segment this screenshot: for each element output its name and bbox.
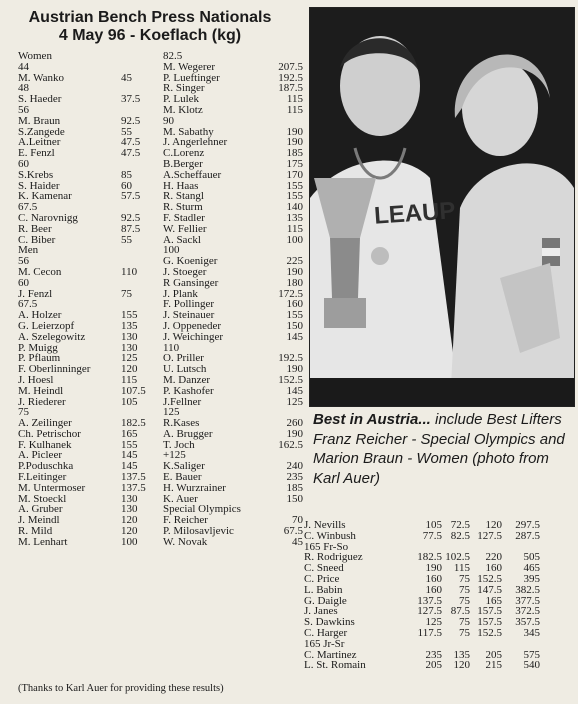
result-row <box>163 224 305 235</box>
lifter-name: L. Babin <box>304 583 343 596</box>
table-row <box>304 628 578 639</box>
athlete-name: Men <box>18 244 39 257</box>
athlete-name: J. Hoesl <box>18 373 54 386</box>
table-row <box>304 585 578 596</box>
lift-cell: 102.5 <box>445 551 470 564</box>
shirt-lettering: LEAUP <box>373 197 457 230</box>
athlete-name: A. Picleer <box>18 449 62 462</box>
result-row <box>18 116 160 127</box>
athlete-name: S.Zangede <box>18 125 65 138</box>
athlete-name: J. Plank <box>163 287 198 300</box>
athletes-photo <box>309 7 575 407</box>
athlete-name: M. Cecon <box>18 265 62 278</box>
athlete-name: P. Pflaum <box>18 352 61 365</box>
athlete-name: 44 <box>18 60 29 73</box>
lift-value: 130 <box>121 503 138 516</box>
athlete-name: Ch. Petrischor <box>18 427 81 440</box>
athlete-name: A. Szelegowitz <box>18 330 86 343</box>
lift-value: 120 <box>121 525 138 538</box>
lift-cell: 182.5 <box>417 551 442 564</box>
athlete-name: M. Wegerer <box>163 60 216 73</box>
athlete-name: A. Gruber <box>18 503 63 516</box>
lift-value: 150 <box>286 319 303 332</box>
athlete-name: H. Haas <box>163 179 199 192</box>
athlete-name: A.Scheffauer <box>163 168 222 181</box>
lift-value: 172.5 <box>278 287 303 300</box>
lift-cell: 147.5 <box>477 583 502 596</box>
result-row <box>18 278 160 289</box>
lift-cell: 75 <box>459 594 470 607</box>
lift-cell: 127.5 <box>477 529 502 542</box>
lift-value: 190 <box>286 125 303 138</box>
lifter-name: C. Winbush <box>304 529 356 542</box>
athlete-name: M. Heindl <box>18 384 64 397</box>
athlete-name: K. Kamenar <box>18 190 72 203</box>
lift-value: 60 <box>121 179 132 192</box>
lift-value: 175 <box>286 157 303 170</box>
lift-value: 190 <box>286 427 303 440</box>
lift-value: 155 <box>286 309 303 322</box>
women-and-light-men-results <box>18 51 160 548</box>
lifter-name: S. Dawkins <box>304 616 355 629</box>
athlete-name: 60 <box>18 157 29 170</box>
lifter-name: C. Martinez <box>304 648 357 661</box>
lift-cell: 75 <box>459 626 470 639</box>
lift-value: 235 <box>286 471 303 484</box>
athlete-name: R. Singer <box>163 82 205 95</box>
lift-value: 155 <box>286 190 303 203</box>
lift-value: 70 <box>292 514 303 527</box>
athlete-name: E. Fenzl <box>18 147 55 160</box>
athlete-name: G. Leierzopf <box>18 319 75 332</box>
lift-cell: 357.5 <box>515 616 540 629</box>
lift-value: 107.5 <box>121 384 146 397</box>
athlete-name: R. Beer <box>18 222 52 235</box>
athlete-name: F. Pollinger <box>163 298 215 311</box>
result-row <box>163 170 305 181</box>
athlete-name: E. Bauer <box>163 471 202 484</box>
lift-cell: 160 <box>425 572 442 585</box>
lift-value: 92.5 <box>121 211 141 224</box>
lift-value: 100 <box>121 535 138 548</box>
result-row <box>18 386 160 397</box>
result-row <box>18 397 160 408</box>
table-row <box>304 660 578 671</box>
lifter-name: 165 Jr-Sr <box>304 637 345 650</box>
athlete-name: 82.5 <box>163 50 183 62</box>
athlete-name: A. Zeilinger <box>18 417 72 430</box>
caption-bold: Best in Austria... <box>313 411 431 428</box>
result-row <box>18 245 160 256</box>
athlete-name: M. Braun <box>18 114 61 127</box>
result-row <box>163 397 305 408</box>
athlete-name: J. Weichinger <box>163 330 224 343</box>
athlete-name: F. Reicher <box>163 514 208 527</box>
athlete-name: 90 <box>163 114 174 127</box>
lift-value: 135 <box>286 211 303 224</box>
lift-value: 105 <box>121 395 138 408</box>
athlete-name: 75 <box>18 406 29 419</box>
athlete-name: C. Narovnigg <box>18 211 78 224</box>
lift-cell: 152.5 <box>477 572 502 585</box>
lift-cell: 505 <box>523 551 540 564</box>
lift-value: 190 <box>286 136 303 149</box>
result-row <box>18 170 160 181</box>
lift-value: 145 <box>286 384 303 397</box>
athlete-name: B.Berger <box>163 157 203 170</box>
result-row <box>163 62 305 73</box>
lift-value: 162.5 <box>278 438 303 451</box>
athlete-name: Women <box>18 50 52 62</box>
lift-value: 75 <box>121 287 132 300</box>
result-row <box>18 148 160 159</box>
result-row <box>163 332 305 343</box>
result-row <box>18 235 160 246</box>
lift-cell: 205 <box>485 648 502 661</box>
lift-cell: 82.5 <box>450 529 470 542</box>
lift-value: 137.5 <box>121 481 146 494</box>
lift-value: 115 <box>286 222 303 235</box>
athlete-name: H. Wurzrainer <box>163 481 226 494</box>
result-row <box>18 191 160 202</box>
lift-cell: 395 <box>523 572 540 585</box>
lift-cell: 220 <box>485 551 502 564</box>
lift-value: 190 <box>286 363 303 376</box>
athlete-name: J. Fenzl <box>18 287 53 300</box>
lift-cell: 235 <box>425 648 442 661</box>
lift-cell: 87.5 <box>450 605 470 618</box>
us-results-table <box>304 520 578 671</box>
lift-value: 145 <box>121 460 138 473</box>
lift-cell: 575 <box>523 648 540 661</box>
athlete-name: J. Riederer <box>18 395 66 408</box>
result-row <box>18 73 160 84</box>
athlete-name: W. Fellier <box>163 222 207 235</box>
lift-cell: 382.5 <box>515 583 540 596</box>
lifter-name: 165 Fr-So <box>304 540 349 553</box>
athlete-name: K.Saliger <box>163 460 205 473</box>
page-title-line2: 4 May 96 - Koeflach (kg) <box>58 27 242 44</box>
table-row <box>304 531 578 542</box>
lift-value: 47.5 <box>121 136 141 149</box>
lift-value: 45 <box>121 71 132 84</box>
athlete-name: M. Sabathy <box>163 125 214 138</box>
athlete-name: C.Lorenz <box>163 147 205 160</box>
athlete-name: M. Wanko <box>18 71 64 84</box>
athlete-name: S.Krebs <box>18 168 54 181</box>
athlete-name: P. Lueftinger <box>163 71 220 84</box>
athlete-name: J. Angerlehner <box>163 136 228 149</box>
lift-value: 185 <box>286 147 303 160</box>
athlete-name: 67.5 <box>18 201 38 214</box>
lift-value: 192.5 <box>278 71 303 84</box>
lift-value: 192.5 <box>278 352 303 365</box>
result-row <box>163 116 305 127</box>
athlete-name: F. Stadler <box>163 211 205 224</box>
athlete-name: 56 <box>18 103 29 116</box>
lift-value: 92.5 <box>121 114 141 127</box>
athlete-name: M. Danzer <box>163 373 211 386</box>
lift-cell: 127.5 <box>417 605 442 618</box>
lift-value: 100 <box>286 233 303 246</box>
lift-cell: 137.5 <box>417 594 442 607</box>
lift-value: 55 <box>121 233 132 246</box>
lift-cell: 190 <box>425 562 442 575</box>
athlete-name: J. Steinauer <box>163 309 215 322</box>
athlete-name: J. Stoeger <box>163 265 207 278</box>
athlete-name: S. Haeder <box>18 93 62 106</box>
lift-cell: 135 <box>453 648 470 661</box>
lift-value: 115 <box>121 373 138 386</box>
lift-cell: 297.5 <box>515 519 540 531</box>
lift-cell: 205 <box>425 659 442 672</box>
lift-cell: 152.5 <box>477 626 502 639</box>
lift-cell: 72.5 <box>450 519 470 531</box>
athlete-name: M. Untermoser <box>18 481 86 494</box>
lift-cell: 120 <box>485 519 502 531</box>
lift-value: 150 <box>286 492 303 505</box>
lift-cell: 160 <box>485 562 502 575</box>
lift-cell: 120 <box>453 659 470 672</box>
lift-value: 137.5 <box>121 471 146 484</box>
result-row <box>18 224 160 235</box>
athlete-name: 67.5 <box>18 298 38 311</box>
lifter-name: J. Nevills <box>304 519 346 531</box>
athlete-name: J.Fellner <box>163 395 202 408</box>
athlete-name: 48 <box>18 82 29 95</box>
lift-cell: 372.5 <box>515 605 540 618</box>
athlete-name: J. Oppeneder <box>163 319 222 332</box>
lifter-name: J. Janes <box>304 605 338 618</box>
athlete-name: F. Kulhanek <box>18 438 72 451</box>
result-row <box>18 62 160 73</box>
athlete-name: +125 <box>163 449 186 462</box>
athlete-name: P.Poduschka <box>18 460 74 473</box>
lift-value: 110 <box>121 265 138 278</box>
athlete-name: 100 <box>163 244 180 257</box>
lift-cell: 75 <box>459 616 470 629</box>
result-row <box>163 105 305 116</box>
lift-cell: 160 <box>425 583 442 596</box>
athlete-name: K. Auer <box>163 492 198 505</box>
lifter-name: G. Daigle <box>304 594 347 607</box>
lift-cell: 125 <box>425 616 442 629</box>
lift-cell: 77.5 <box>422 529 442 542</box>
lifter-name: L. St. Romain <box>304 659 366 672</box>
athlete-name: S. Haider <box>18 179 60 192</box>
lift-cell: 105 <box>425 519 442 531</box>
lift-value: 115 <box>286 93 303 106</box>
lift-cell: 377.5 <box>515 594 540 607</box>
athlete-name: A.Leitner <box>18 136 61 149</box>
lift-value: 37.5 <box>121 93 141 106</box>
athletes-photo-illustration <box>310 8 574 406</box>
result-row <box>18 267 160 278</box>
athlete-name: A. Holzer <box>18 309 62 322</box>
athlete-name: 125 <box>163 406 180 419</box>
athlete-name: J. Meindl <box>18 514 60 527</box>
athlete-name: F.Leitinger <box>18 471 67 484</box>
lift-cell: 75 <box>459 583 470 596</box>
lift-value: 130 <box>121 492 138 505</box>
athlete-name: C. Biber <box>18 233 56 246</box>
lift-value: 55 <box>121 125 132 138</box>
lift-value: 190 <box>286 265 303 278</box>
lifter-name: R. Rodriguez <box>304 551 363 564</box>
thanks-note: (Thanks to Karl Auer for providing these results) <box>18 683 224 694</box>
lift-value: 140 <box>286 201 303 214</box>
result-row <box>18 94 160 105</box>
athlete-name: R. Sturm <box>163 201 203 214</box>
lift-cell: 157.5 <box>477 616 502 629</box>
lift-cell: 157.5 <box>477 605 502 618</box>
lift-value: 180 <box>286 276 303 289</box>
lift-cell: 540 <box>523 659 540 672</box>
heavy-men-results <box>163 51 305 548</box>
athlete-name: G. Koeniger <box>163 255 218 268</box>
page-title-line1: Austrian Bench Press Nationals <box>28 9 272 26</box>
lift-value: 187.5 <box>278 82 303 95</box>
lift-value: 182.5 <box>121 417 146 430</box>
lift-value: 87.5 <box>121 222 141 235</box>
lift-value: 115 <box>286 103 303 116</box>
table-row <box>304 639 578 650</box>
athlete-name: 60 <box>18 276 29 289</box>
lifter-name: C. Harger <box>304 626 348 639</box>
athlete-name: Special Olympics <box>163 503 241 516</box>
lift-cell: 287.5 <box>515 529 540 542</box>
lift-value: 152.5 <box>278 373 303 386</box>
lift-value: 67.5 <box>283 525 303 538</box>
lift-value: 125 <box>121 352 138 365</box>
athlete-name: M. Stoeckl <box>18 492 67 505</box>
lift-value: 160 <box>286 298 303 311</box>
athlete-name: P. Kashofer <box>163 384 214 397</box>
result-row <box>163 386 305 397</box>
lift-value: 130 <box>121 341 138 354</box>
lift-value: 135 <box>121 319 138 332</box>
athlete-name: U. Lutsch <box>163 363 207 376</box>
athlete-name: P. Milosavljevic <box>163 525 234 538</box>
result-row <box>18 51 160 62</box>
lift-value: 120 <box>121 514 138 527</box>
lift-value: 155 <box>121 438 138 451</box>
result-row <box>163 537 305 548</box>
lift-value: 155 <box>121 309 138 322</box>
lift-value: 47.5 <box>121 147 141 160</box>
lifter-name: C. Sneed <box>304 562 344 575</box>
athlete-name: A. Brugger <box>163 427 213 440</box>
athlete-name: 56 <box>18 255 29 268</box>
lift-cell: 115 <box>453 562 470 575</box>
lift-cell: 165 <box>485 594 502 607</box>
athlete-name: A. Sackl <box>163 233 201 246</box>
athlete-name: R.Kases <box>163 417 200 430</box>
athlete-name: F. Oberlinninger <box>18 363 91 376</box>
athlete-name: P. Lulek <box>163 93 200 106</box>
lift-cell: 215 <box>485 659 502 672</box>
result-row <box>18 332 160 343</box>
lift-value: 145 <box>286 330 303 343</box>
result-row <box>18 289 160 300</box>
lift-cell: 345 <box>523 626 540 639</box>
photo-caption <box>313 410 575 488</box>
lift-value: 130 <box>121 330 138 343</box>
athlete-name: R Gansinger <box>163 276 219 289</box>
result-row <box>163 278 305 289</box>
caption-text: include Best Lifters Franz Reicher - Special Olympics and Marion Braun - Women (photo from Karl Auer) <box>313 411 565 487</box>
lift-value: 240 <box>286 460 303 473</box>
lift-value: 85 <box>121 168 132 181</box>
lifter-name: C. Price <box>304 572 340 585</box>
lift-value: 120 <box>121 363 138 376</box>
lift-value: 57.5 <box>121 190 141 203</box>
lift-cell: 465 <box>523 562 540 575</box>
result-row <box>18 537 160 548</box>
lift-cell: 117.5 <box>417 626 442 639</box>
lift-value: 45 <box>292 535 303 548</box>
athlete-name: P. Muigg <box>18 341 58 354</box>
lift-value: 185 <box>286 481 303 494</box>
athlete-name: T. Joch <box>163 438 195 451</box>
lift-value: 155 <box>286 179 303 192</box>
athlete-name: M. Klotz <box>163 103 203 116</box>
result-row <box>163 235 305 246</box>
athlete-name: O. Priller <box>163 352 204 365</box>
athlete-name: R. Stangl <box>163 190 204 203</box>
lift-value: 170 <box>286 168 303 181</box>
lift-value: 165 <box>121 427 138 440</box>
athlete-name: W. Novak <box>163 535 208 548</box>
lift-value: 125 <box>286 395 303 408</box>
lift-cell: 75 <box>459 572 470 585</box>
athlete-name: 110 <box>163 341 180 354</box>
athlete-name: M. Lenhart <box>18 535 68 548</box>
lift-value: 225 <box>286 255 303 268</box>
lift-value: 145 <box>121 449 138 462</box>
athlete-name: R. Mild <box>18 525 53 538</box>
lift-value: 207.5 <box>278 60 303 73</box>
lift-value: 260 <box>286 417 303 430</box>
